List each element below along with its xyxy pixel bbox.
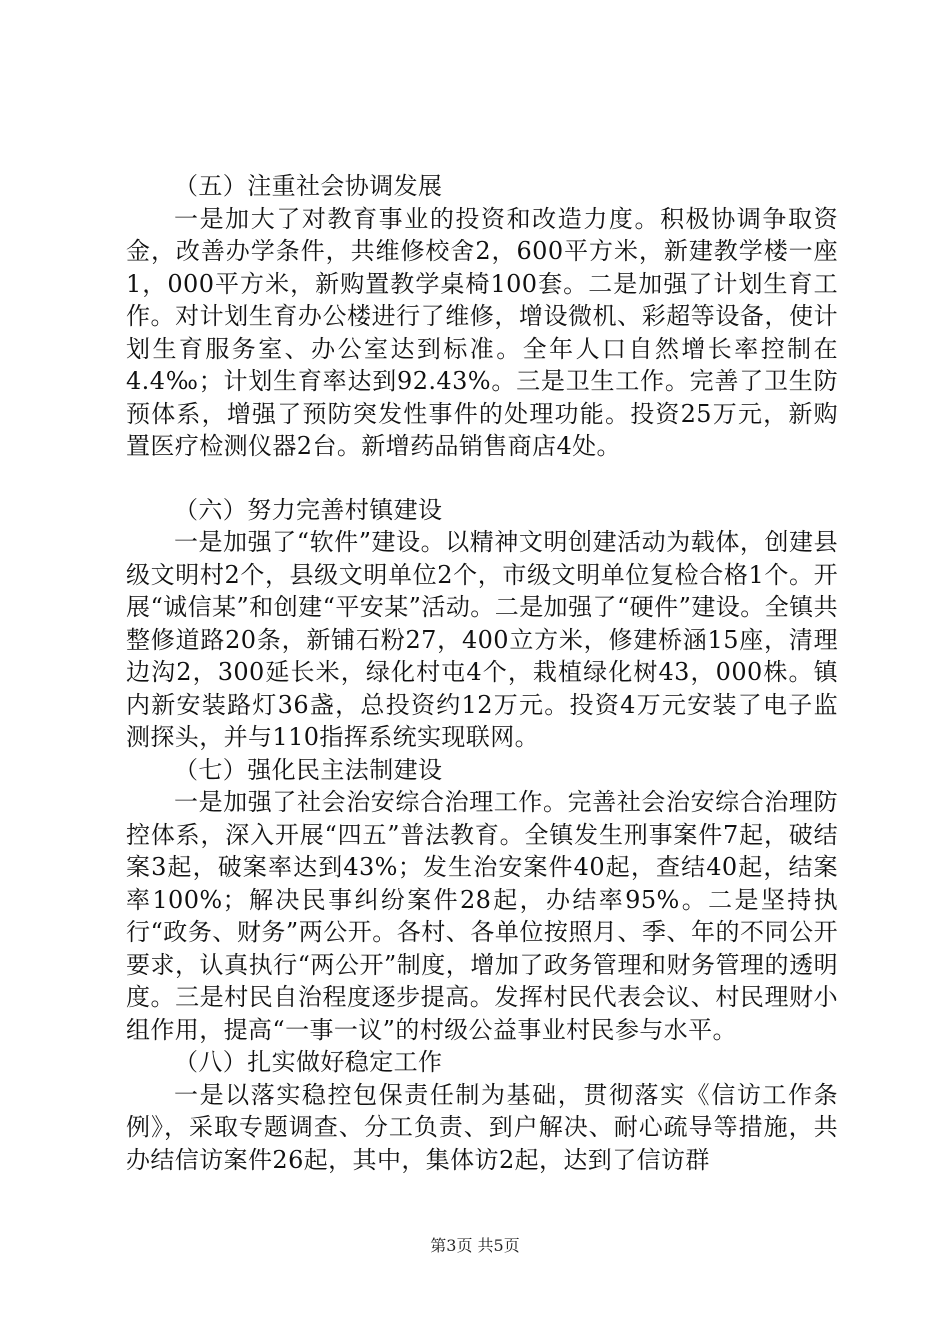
section-paragraph: 一是加强了社会治安综合治理工作。完善社会治安综合治理防控体系，深入开展“四五”普法教育。全镇发生刑事案件7起，破结案3起，破案率达到43%；发生治安案件40起，查结40起，结案率100%；解决民事纠纷案件28起，办结率95%。二是坚持执行“政务、财务”两公开。各村、各单位按照月、季、年的不同公开要求，认真执行“两公开”制度，增加了政务管理和财务管理的透明度。三是村民自治程度逐步提高。发挥村民代表会议、村民理财小组作用，提高“一事一议”的村级公益事业村民参与水平。 — [126, 788, 838, 1044]
section-6 — [126, 494, 838, 754]
section-5 — [126, 170, 838, 463]
section-paragraph: 一是加大了对教育事业的投资和改造力度。积极协调争取资金，改善办学条件，共维修校舍2，600平方米，新建教学楼一座1，000平方米，新购置教学桌椅100套。二是加强了计划生育工作。对计划生育办公楼进行了维修，增设微机、彩超等设备，使计划生育服务室、办公室达到标准。全年人口自然增长率控制在4.4‰；计划生育率达到92.43%。三是卫生工作。完善了卫生防预体系，增强了预防突发性事件的处理功能。投资25万元，新购置医疗检测仪器2台。新增药品销售商店4处。 — [126, 204, 838, 460]
section-paragraph: 一是加强了“软件”建设。以精神文明创建活动为载体，创建县级文明村2个，县级文明单位2个，市级文明单位复检合格1个。开展“诚信某”和创建“平安某”活动。二是加强了“硬件”建设。全镇共整修道路20条，新铺石粉27，400立方米，修建桥涵15座，清理边沟2，300延长米，绿化村屯4个，栽植绿化树43，000株。镇内新安装路灯36盏，总投资约12万元。投资4万元安装了电子监测探头，并与110指挥系统实现联网。 — [126, 528, 838, 751]
document-body — [126, 170, 838, 1176]
section-7 — [126, 754, 838, 1047]
section-8 — [126, 1046, 838, 1176]
section-heading: （六）努力完善村镇建设 — [174, 495, 443, 524]
section-heading: （八）扎实做好稳定工作 — [174, 1048, 443, 1076]
section-heading: （五）注重社会协调发展 — [174, 172, 443, 200]
page-number-footer: 第3页 共5页 — [430, 1236, 520, 1255]
section-spacer — [126, 463, 838, 494]
section-heading: （七）强化民主法制建设 — [174, 755, 443, 784]
section-paragraph: 一是以落实稳控包保责任制为基础，贯彻落实《信访工作条例》，采取专题调查、分工负责、到户解决、耐心疏导等措施，共办结信访案件26起，其中，集体访2起，达到了信访群 — [126, 1080, 838, 1174]
